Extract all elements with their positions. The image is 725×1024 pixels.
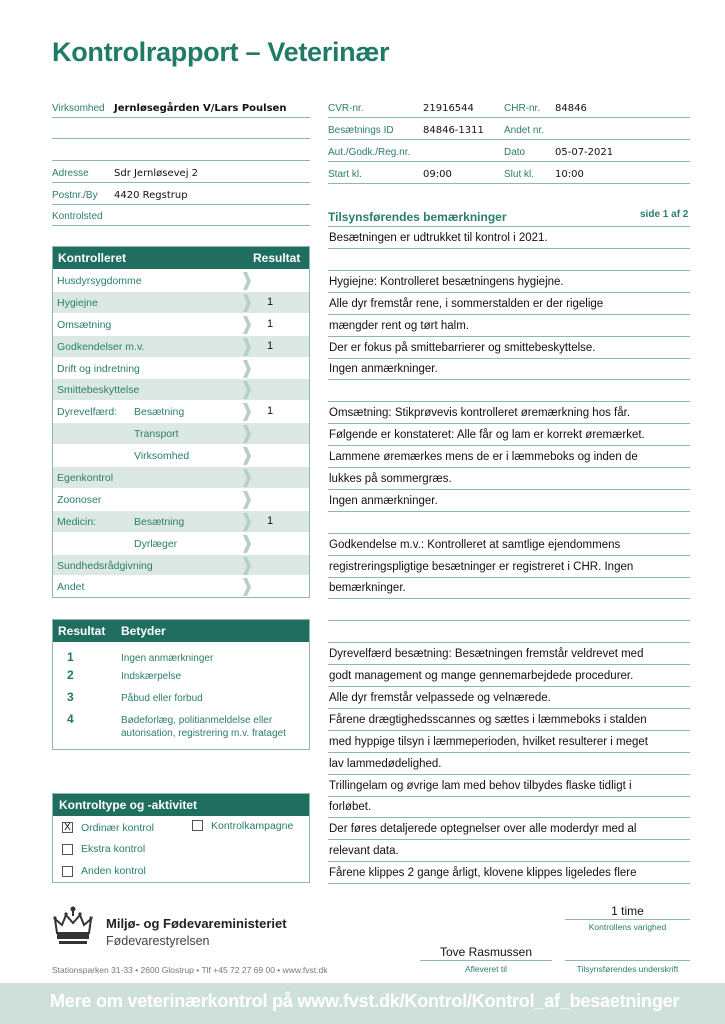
remark-line: mængder rent og tørt halm.	[328, 315, 690, 337]
remark-line: Der er fokus på smittebarrierer og smittebeskyttelse.	[328, 337, 690, 359]
aut-row	[328, 140, 690, 162]
cvr-value: 21916544	[423, 103, 474, 114]
kontrolleret-result: 1	[267, 295, 274, 308]
remark-line: Fårene drægtighedsscannes og sættes i læmmeboks i stalden	[328, 709, 690, 731]
cvr-label: CVR-nr.	[328, 103, 364, 114]
kontrolkampagne-checkbox[interactable]	[192, 820, 203, 831]
remark-line: Trillingelam og øvrige lam med behov tilbydes flaske tidligt i	[328, 775, 690, 797]
start-value: 09:00	[423, 169, 452, 180]
remark-line: Alle dyr fremstår velpassede og velnærede.	[328, 687, 690, 709]
kontrolleret-row	[53, 335, 309, 357]
kontrolleret-row	[53, 488, 309, 510]
remark-line: lukkes på sommergræs.	[328, 468, 690, 490]
chr-value: 84846	[555, 103, 587, 114]
andet-nr-label: Andet nr.	[504, 125, 545, 136]
tid-row	[328, 162, 690, 184]
agency-address: Stationsparken 31-33 • 2600 Glostrup • Tlf +45 72 27 69 00 • www.fvst.dk	[52, 965, 328, 975]
underskrift-label: Tilsynsførendes underskrift	[576, 964, 679, 974]
ekstra-checkbox[interactable]	[62, 844, 73, 855]
kontrolleret-rows	[53, 269, 309, 597]
legend-header-resultat: Resultat	[58, 624, 106, 638]
remark-line: Godkendelse m.v.: Kontrolleret at samtlige ejendommens	[328, 534, 690, 556]
row-chevron-icon	[243, 447, 251, 465]
remark-line	[328, 249, 690, 271]
kontrolleret-row	[53, 466, 309, 488]
remark-line: lav lammedødelighed.	[328, 753, 690, 775]
aut-label: Aut./Godk./Reg.nr.	[328, 147, 411, 158]
remark-line: relevant data.	[328, 840, 690, 862]
remark-line: Omsætning: Stikprøvevis kontrolleret øremærkning hos får.	[328, 402, 690, 424]
kontrolleret-label: Zoonoser	[57, 493, 102, 506]
kontroltype-box	[52, 793, 310, 883]
adresse-value: Sdr Jernløsevej 2	[114, 168, 199, 179]
adresse-label: Adresse	[52, 168, 89, 179]
kontrolleret-row	[53, 532, 309, 554]
legend-text: Bødeforlæg, politianmeldelse eller autorisation, registrering m.v. frataget	[121, 715, 286, 739]
page-indicator: side 1 af 2	[640, 209, 689, 220]
virksomhed-value: Jernløsegården V/Lars Poulsen	[114, 103, 287, 114]
kontrolleret-result: 1	[267, 514, 274, 527]
underskrift-line	[565, 960, 690, 961]
legend-header	[53, 620, 309, 642]
kontrolleret-label: Omsætning	[57, 318, 112, 331]
kontrolsted-label: Kontrolsted	[52, 211, 103, 222]
kontrolleret-header	[53, 247, 309, 269]
row-chevron-icon	[243, 338, 251, 356]
varighed-line	[565, 919, 690, 920]
resultat-header-label: Resultat	[253, 251, 301, 265]
remark-line: Lammene øremærkes mens de er i læmmeboks og inden de	[328, 446, 690, 468]
remark-line: Fårene klippes 2 gange årligt, klovene klippes ligeledes flere	[328, 862, 690, 884]
row-chevron-icon	[243, 316, 251, 334]
kontrolleret-label: Godkendelser m.v.	[57, 340, 145, 353]
start-label: Start kl.	[328, 169, 362, 180]
kontrolleret-label: Egenkontrol	[57, 472, 114, 485]
kontrolleret-label: Dyrevelfærd:	[57, 406, 118, 419]
legend-num: 2	[67, 668, 74, 682]
kontrolleret-row	[53, 357, 309, 379]
kontrolleret-result: 1	[267, 339, 274, 352]
page-title: Kontrolrapport – Veterinær	[52, 37, 390, 67]
afleveret-value: Tove Rasmussen	[439, 945, 533, 959]
kontrolleret-row	[53, 554, 309, 576]
kontrolleret-row	[53, 444, 309, 466]
besaetning-value: 84846-1311	[423, 125, 484, 136]
kontrolsted-row	[52, 204, 310, 226]
varighed-label: Kontrollens varighed	[588, 922, 667, 932]
postnr-label: Postnr./By	[52, 190, 98, 201]
kontrolleret-label: Drift og indretning	[57, 362, 140, 375]
kontrolleret-sublabel: Besætning	[134, 515, 185, 528]
remark-line: godt management og mange gennemarbejdede procedurer.	[328, 665, 690, 687]
row-chevron-icon	[243, 578, 251, 596]
virksomhed-row	[52, 96, 310, 118]
legend-num: 1	[67, 650, 74, 664]
dato-value: 05-07-2021	[555, 147, 614, 158]
legend-num: 4	[67, 712, 74, 726]
remarks-title: Tilsynsførendes bemærkninger	[328, 210, 507, 224]
remark-line: Besætningen er udtrukket til kontrol i 2021.	[328, 227, 690, 249]
kontroltype-header: Kontroltype og -aktivitet	[53, 794, 309, 816]
remark-line: Dyrevelfærd besætning: Besætningen fremstår veldrevet med	[328, 643, 690, 665]
row-chevron-icon	[243, 272, 251, 290]
legend-text: Påbud eller forbud	[121, 693, 203, 704]
agency-name: Fødevarestyrelsen	[106, 934, 210, 948]
kontrolleret-label: Sundhedsrådgivning	[57, 559, 153, 572]
remark-line: Ingen anmærkninger.	[328, 490, 690, 512]
kontrolleret-row	[53, 313, 309, 335]
adresse-row	[52, 161, 310, 183]
remark-line: registreringspligtige besætninger er registreret i CHR. Ingen	[328, 556, 690, 578]
legend-header-betyder: Betyder	[121, 624, 166, 638]
remark-line: Der føres detaljerede optegnelser over alle moderdyr med al	[328, 818, 690, 840]
kontrolleret-row	[53, 269, 309, 291]
kontrolleret-row	[53, 510, 309, 532]
kontrolleret-row	[53, 400, 309, 422]
remark-line	[328, 380, 690, 402]
kontrolleret-label: Andet	[57, 581, 85, 594]
row-chevron-icon	[243, 557, 251, 575]
legend-text: Indskærpelse	[121, 671, 182, 682]
kontrolleret-result: 1	[267, 317, 274, 330]
remark-line: Ingen anmærkninger.	[328, 358, 690, 380]
row-chevron-icon	[243, 469, 251, 487]
kontrolleret-sublabel: Besætning	[134, 406, 185, 419]
dato-label: Dato	[504, 147, 526, 158]
kontrolleret-label: Smittebeskyttelse	[57, 384, 140, 397]
postnr-row	[52, 183, 310, 205]
kontrolleret-sublabel: Virksomhed	[134, 450, 190, 463]
remark-line: Hygiejne: Kontrolleret besætningens hygiejne.	[328, 271, 690, 293]
row-chevron-icon	[243, 360, 251, 378]
remark-line: Følgende er konstateret: Alle får og lam er korrekt øremærket.	[328, 424, 690, 446]
remark-line	[328, 621, 690, 643]
cvr-row	[328, 96, 690, 118]
row-chevron-icon	[243, 294, 251, 312]
afleveret-label: Afleveret til	[464, 964, 508, 974]
remark-line: bemærkninger.	[328, 577, 690, 599]
kontrolleret-row	[53, 291, 309, 313]
kontrolleret-row	[53, 422, 309, 444]
row-chevron-icon	[243, 491, 251, 509]
slut-label: Slut kl.	[504, 169, 535, 180]
row-chevron-icon	[243, 535, 251, 553]
anden-label: Anden kontrol	[81, 865, 146, 877]
virksomhed-row-3	[52, 139, 310, 161]
remark-line	[328, 512, 690, 534]
row-chevron-icon	[243, 513, 251, 531]
ordinaer-label: Ordinær kontrol	[81, 822, 154, 834]
kontrolleret-sublabel: Transport	[134, 428, 179, 441]
besaetning-label: Besætnings ID	[328, 125, 394, 136]
ordinaer-checkbox[interactable]: X	[62, 822, 73, 833]
anden-checkbox[interactable]	[62, 866, 73, 877]
afleveret-line	[420, 960, 552, 961]
kontrolleret-result: 1	[267, 405, 274, 418]
varighed-value: 1 time	[611, 904, 644, 918]
kontrolleret-row	[53, 575, 309, 597]
remark-line	[328, 599, 690, 621]
ministry-name: Miljø- og Fødevareministeriet	[106, 916, 287, 931]
kontrolleret-label: Husdyrsygdomme	[57, 275, 142, 287]
remark-line: forløbet.	[328, 796, 690, 818]
kontrolleret-header-label: Kontrolleret	[58, 251, 127, 265]
legend-num: 3	[67, 690, 74, 704]
ekstra-label: Ekstra kontrol	[81, 843, 146, 855]
besaetning-row	[328, 118, 690, 140]
legend-text: Ingen anmærkninger	[121, 653, 214, 664]
kontrolleret-row	[53, 378, 309, 400]
kontrolleret-sublabel: Dyrlæger	[134, 537, 178, 550]
footer-link[interactable]: Mere om veterinærkontrol på www.fvst.dk/Kontrol/Kontrol_af_besaetninger	[50, 991, 680, 1011]
chr-label: CHR-nr.	[504, 103, 541, 114]
kontrolleret-table	[52, 246, 310, 598]
remark-line: med hyppige tilsyn i læmmeperioden, hvilket resulterer i meget	[328, 731, 690, 753]
crown-logo-icon	[52, 905, 94, 947]
kontrolleret-label: Hygiejne	[57, 296, 98, 309]
row-chevron-icon	[243, 381, 251, 399]
kontrolkampagne-label: Kontrolkampagne	[211, 820, 294, 832]
row-chevron-icon	[243, 403, 251, 421]
resultat-legend	[52, 619, 310, 750]
row-chevron-icon	[243, 425, 251, 443]
remark-line: Alle dyr fremstår rene, i sommerstalden er der rigelige	[328, 293, 690, 315]
virksomhed-row-2	[52, 117, 310, 139]
virksomhed-label: Virksomhed	[52, 103, 105, 114]
postnr-value: 4420 Regstrup	[114, 190, 188, 201]
kontrolleret-label: Medicin:	[57, 515, 97, 528]
slut-value: 10:00	[555, 169, 584, 180]
